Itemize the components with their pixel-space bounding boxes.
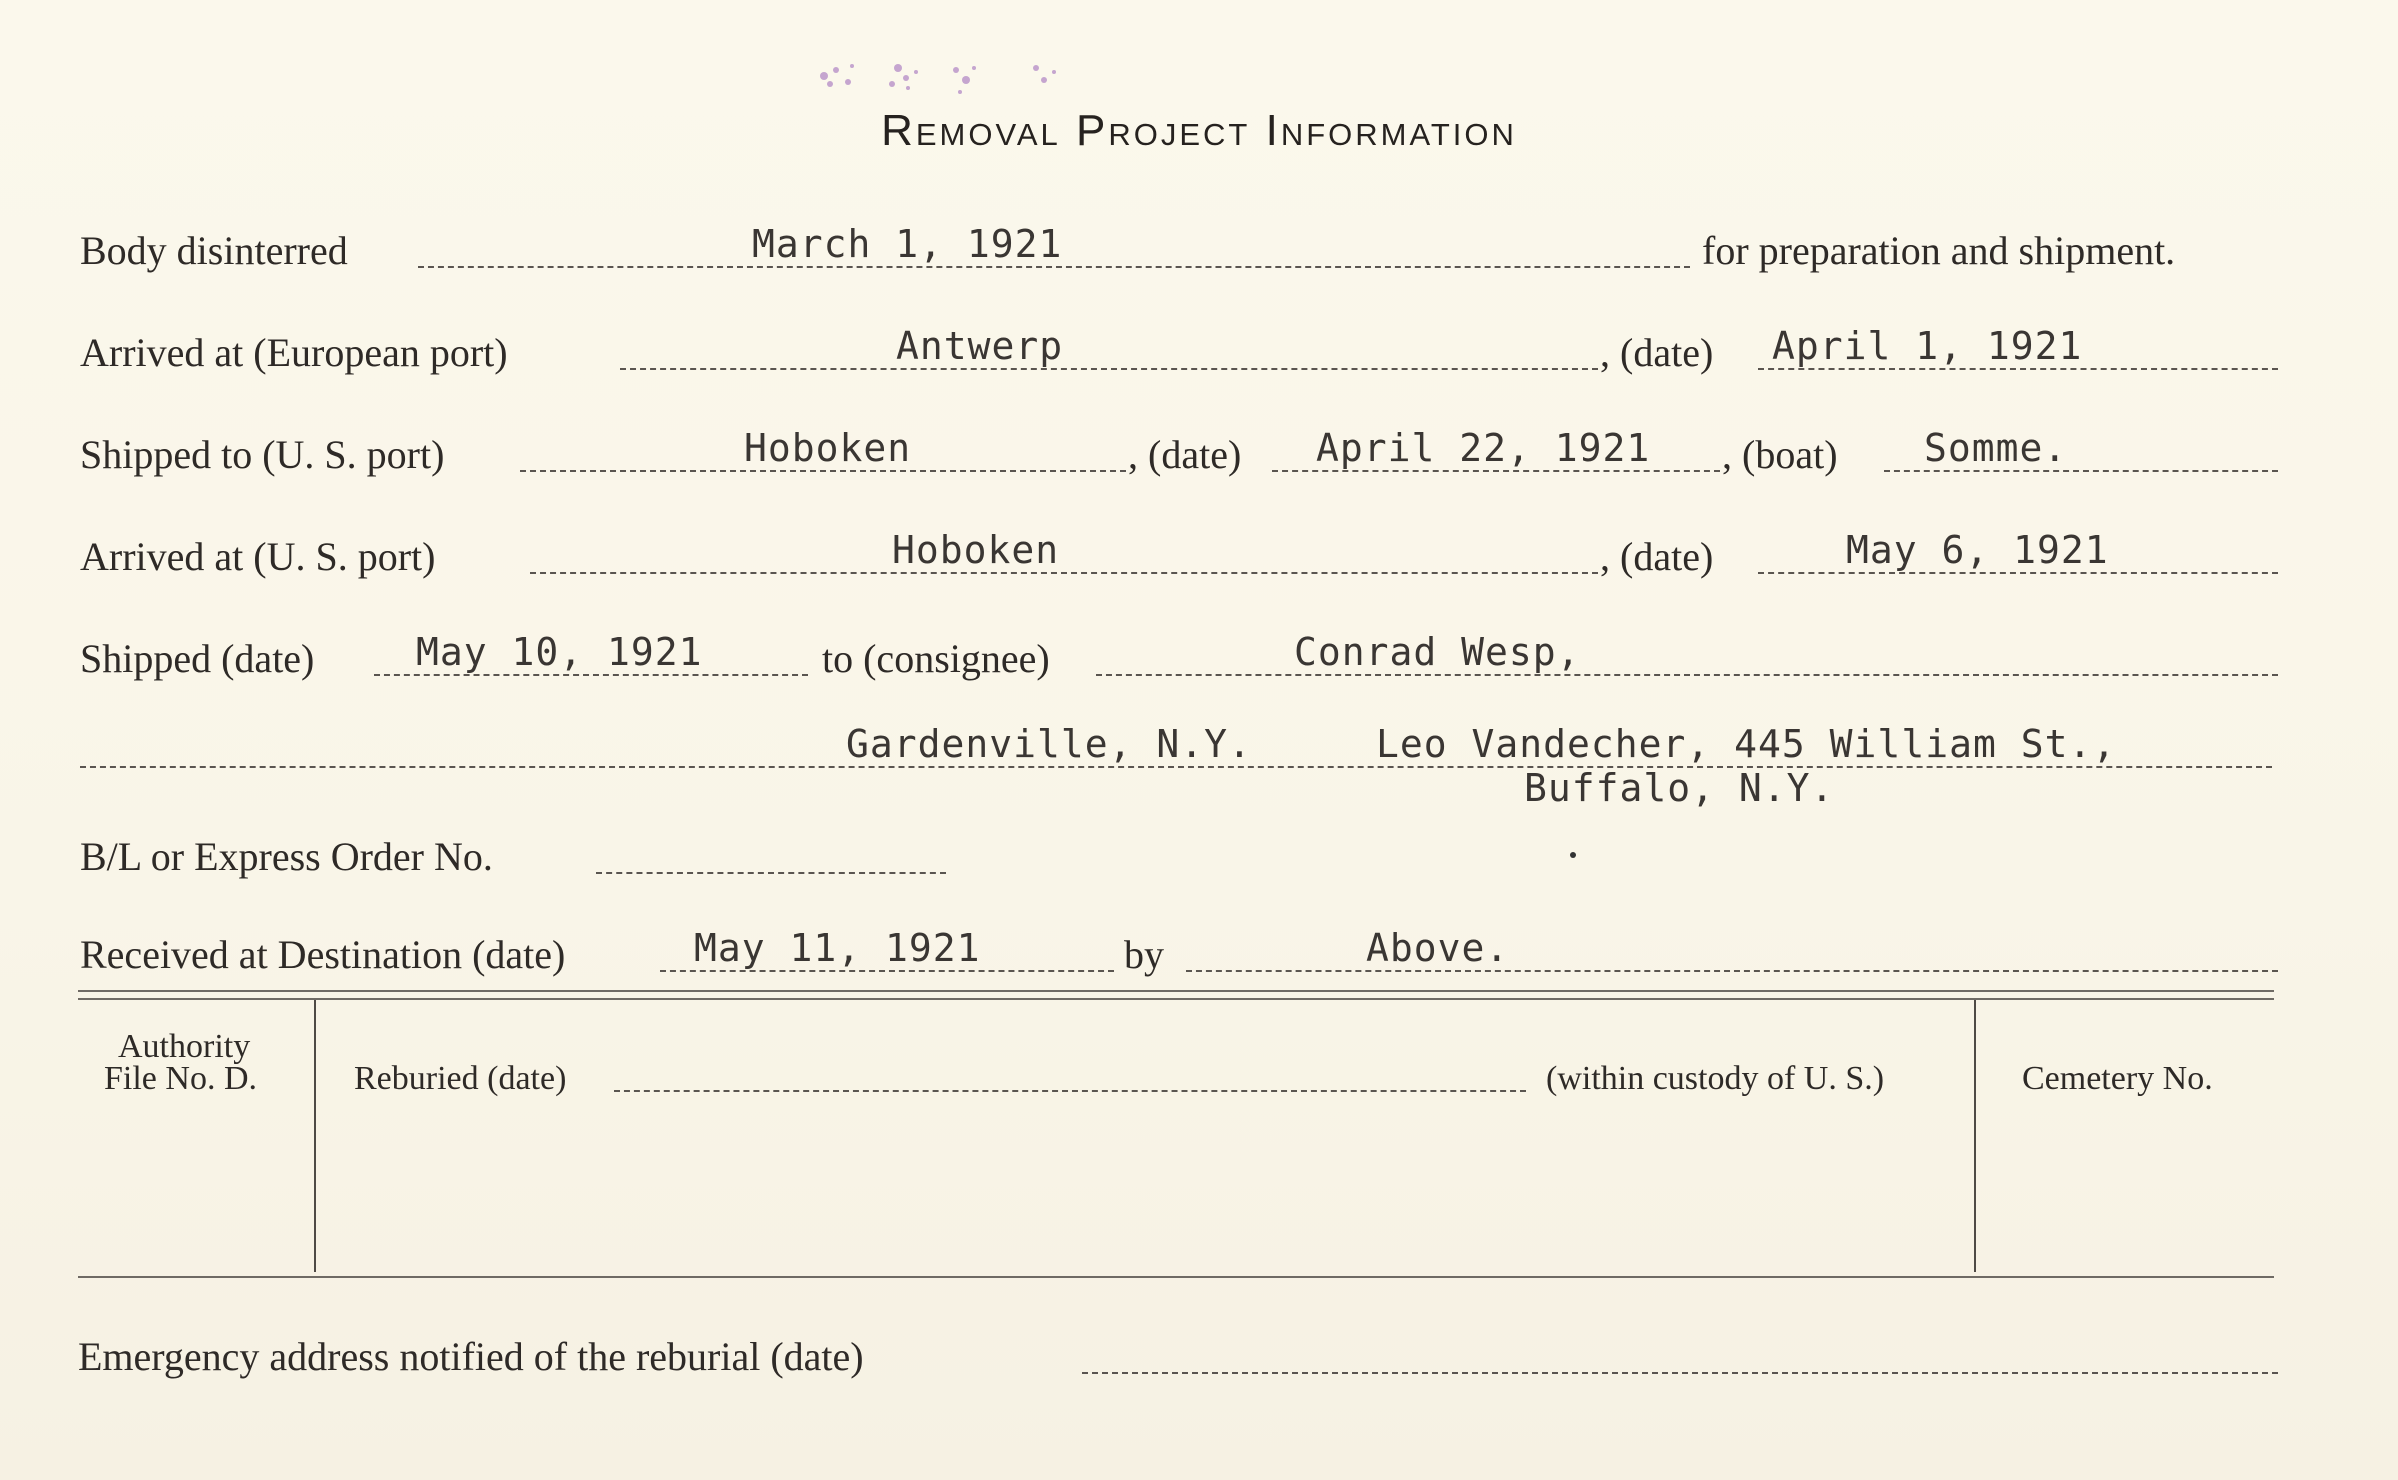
- emergency-line: [1082, 1372, 2278, 1374]
- shipped-to-value: Hoboken: [744, 426, 912, 470]
- shipment-suffix-label: for preparation and shipment.: [1702, 228, 2176, 273]
- bl-order-line: [596, 872, 946, 874]
- shipped-date-value: April 22, 1921: [1316, 426, 1651, 470]
- us-port-value: Hoboken: [892, 528, 1060, 572]
- row-shipped-to-us-port: [0, 416, 2398, 486]
- shipped-to-label: Shipped to (U. S. port): [80, 432, 445, 477]
- shipped-date-label: , (date): [1128, 432, 1242, 477]
- european-port-line: [620, 368, 1598, 370]
- european-port-label: Arrived at (European port): [80, 330, 508, 375]
- address-line: [80, 766, 2272, 768]
- row-arrived-us-port: [0, 518, 2398, 588]
- us-port-date-label: , (date): [1600, 534, 1714, 579]
- european-port-value: Antwerp: [896, 324, 1064, 368]
- consignee-label: to (consignee): [822, 636, 1050, 681]
- boat-label: , (boat): [1722, 432, 1838, 477]
- reburied-line: [614, 1090, 1526, 1092]
- by-label: by: [1124, 932, 1164, 977]
- row-consignee-address: [0, 712, 2398, 782]
- row-shipped-consignee: [0, 620, 2398, 690]
- body-disinterred-line: [418, 266, 1690, 268]
- form-title: Removal Project Information: [881, 106, 1517, 155]
- us-port-date-line: [1758, 572, 2278, 574]
- received-line: [660, 970, 1114, 972]
- emergency-label: Emergency address notified of the reburial (date): [78, 1334, 864, 1379]
- row-received: [0, 916, 2398, 986]
- european-date-label: , (date): [1600, 330, 1714, 375]
- consignee-value: Conrad Wesp,: [1294, 630, 1581, 674]
- body-disinterred-value: March 1, 1921: [752, 222, 1063, 266]
- row-bl-order: [0, 818, 2398, 888]
- us-port-date-value: May 6, 1921: [1846, 528, 2109, 572]
- boat-line: [1884, 470, 2278, 472]
- row-body-disinterred: [0, 212, 2398, 282]
- address-name-street: Leo Vandecher, 445 William St.,: [1376, 722, 2117, 766]
- by-value: Above.: [1366, 926, 1510, 970]
- reburied-label: Reburied (date): [354, 1060, 567, 1097]
- received-label: Received at Destination (date): [80, 932, 566, 977]
- row-emergency: [0, 1318, 2398, 1388]
- by-line: [1186, 970, 2278, 972]
- row-arrived-european-port: [0, 314, 2398, 384]
- box-top-rule-2: [78, 998, 2274, 1000]
- consignee-line: [1096, 674, 2278, 676]
- shipped-line: [374, 674, 808, 676]
- custody-label: (within custody of U. S.): [1546, 1060, 1885, 1097]
- box-top-rule: [78, 990, 2274, 992]
- file-no-label: File No. D.: [104, 1060, 257, 1097]
- shipped-date-line: [1272, 470, 1720, 472]
- address-town: Gardenville, N.Y.: [846, 722, 1252, 766]
- european-date-value: April 1, 1921: [1772, 324, 2083, 368]
- box-bottom-rule: [78, 1276, 2274, 1278]
- shipped-label: Shipped (date): [80, 636, 315, 681]
- address-city: Buffalo, N.Y.: [1524, 766, 1835, 810]
- box-divider-left: [314, 1000, 316, 1272]
- received-value: May 11, 1921: [694, 926, 981, 970]
- bl-order-label: B/L or Express Order No.: [80, 834, 493, 879]
- shipped-to-line: [520, 470, 1126, 472]
- cemetery-label: Cemetery No.: [2022, 1060, 2213, 1097]
- us-port-line: [530, 572, 1598, 574]
- authority-label: Authority: [118, 1028, 251, 1065]
- box-divider-right: [1974, 1000, 1976, 1272]
- body-disinterred-label: Body disinterred: [80, 228, 348, 273]
- european-date-line: [1758, 368, 2278, 370]
- boat-value: Somme.: [1924, 426, 2068, 470]
- stamp-mark: [808, 48, 1078, 108]
- shipped-value: May 10, 1921: [416, 630, 703, 674]
- us-port-label: Arrived at (U. S. port): [80, 534, 436, 579]
